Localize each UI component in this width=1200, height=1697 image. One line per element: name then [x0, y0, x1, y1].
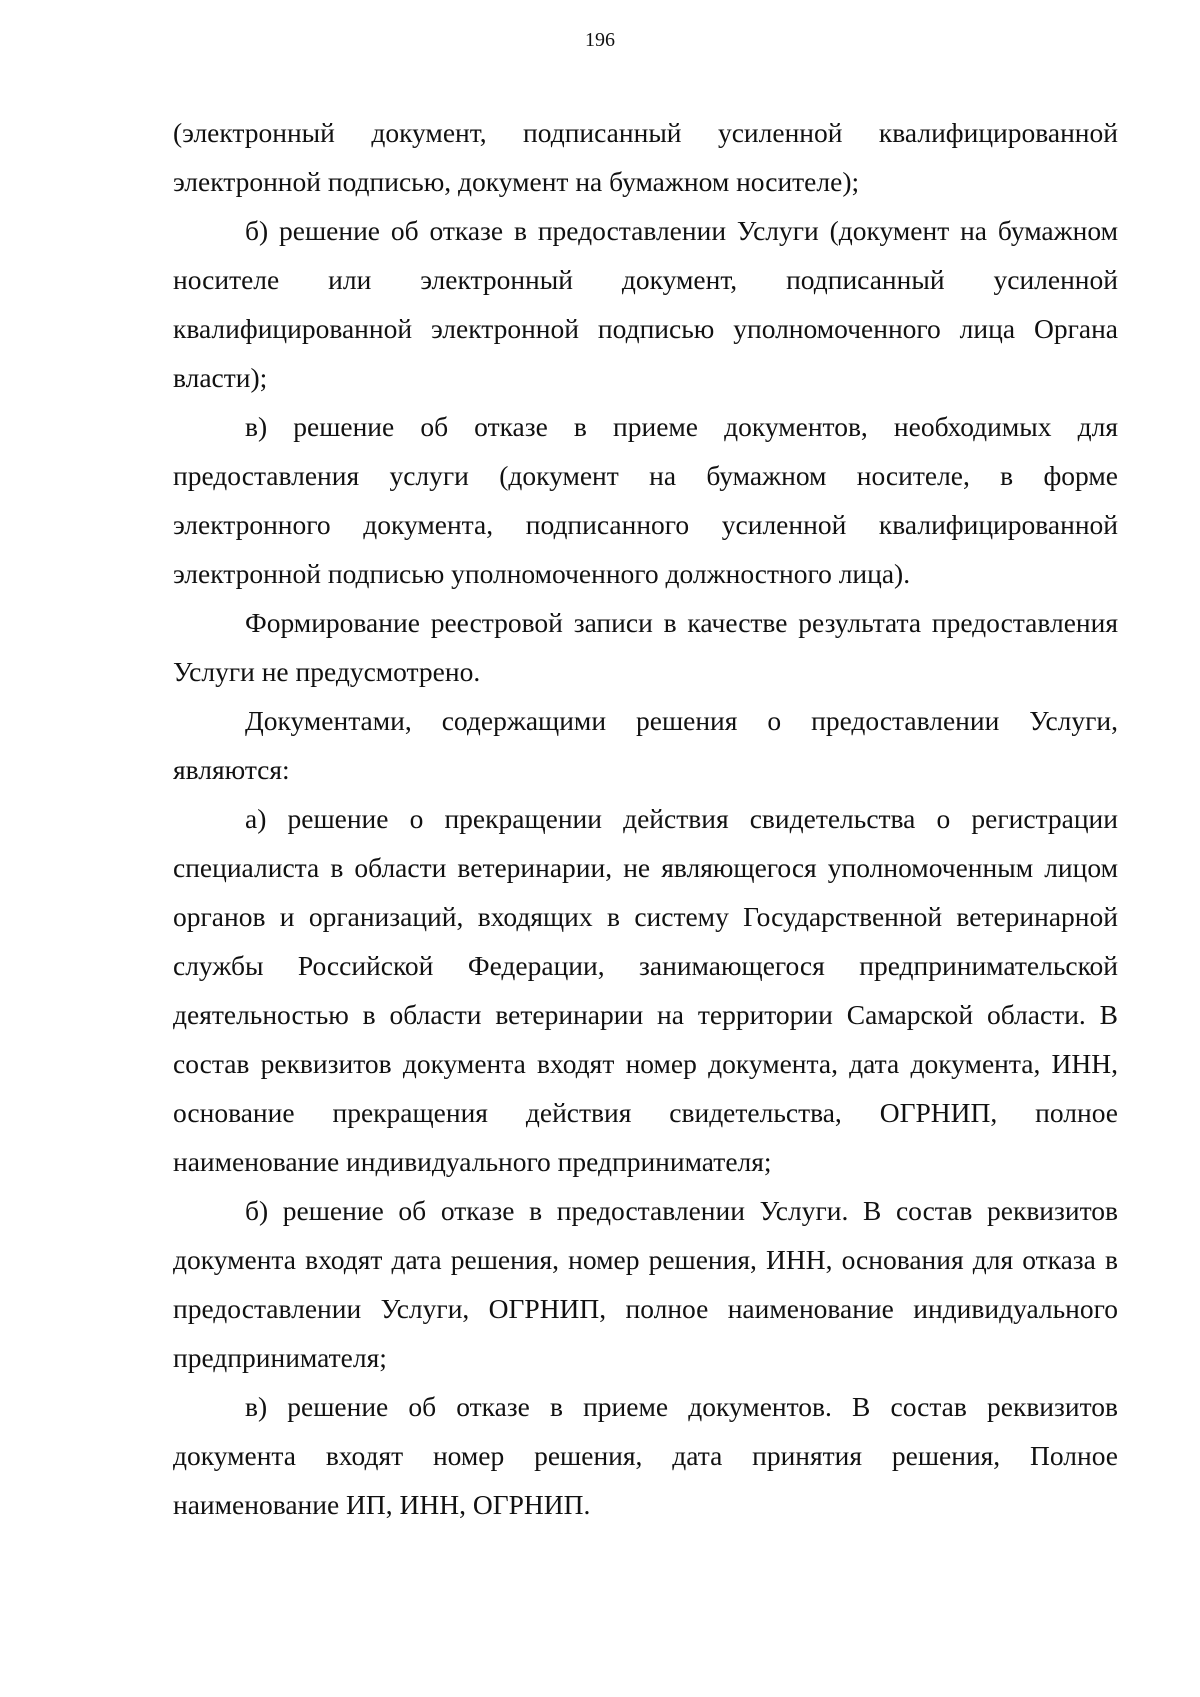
paragraph-item-b-decision: б) решение об отказе в предоставлении Услуги. В состав реквизитов документа входят дата решения, номер решения, ИНН, основания для отказа в предоставлении Услуги, ОГРНИП, полное наименование индивидуального предпринимателя; — [173, 1195, 1118, 1373]
paragraph-item-v-decision: в) решение об отказе в приеме документов. В состав реквизитов документа входят номер решения, дата принятия решения, Полное наименование ИП, ИНН, ОГРНИП. — [173, 1391, 1118, 1520]
paragraph-decision-documents: Документами, содержащими решения о предоставлении Услуги, являются: — [173, 705, 1118, 785]
paragraph-continuation: (электронный документ, подписанный усиленной квалифицированной электронной подписью, документ на бумажном носителе); — [173, 117, 1118, 197]
paragraph-item-b-result: б) решение об отказе в предоставлении Услуги (документ на бумажном носителе или электронный документ, подписанный усиленной квалифицированной электронной подписью уполномоченного лица Органа власти); — [173, 215, 1118, 393]
document-body — [173, 108, 1118, 1529]
paragraph-registry-record: Формирование реестровой записи в качестве результата предоставления Услуги не предусмотрено. — [173, 607, 1118, 687]
paragraph-item-a-decision: а) решение о прекращении действия свидетельства о регистрации специалиста в области ветеринарии, не являющегося уполномоченным лицом органов и организаций, входящих в систему Государственной ветеринарной службы Российской Федерации, занимающегося предпринимательской деятельностью в области ветеринарии на территории Самарской области. В состав реквизитов документа входят номер документа, дата документа, ИНН, основание прекращения действия свидетельства, ОГРНИП, полное наименование индивидуального предпринимателя; — [173, 803, 1118, 1177]
paragraph-item-v-result: в) решение об отказе в приеме документов, необходимых для предоставления услуги (документ на бумажном носителе, в форме электронного документа, подписанного усиленной квалифицированной электронной подписью уполномоченного должностного лица). — [173, 411, 1118, 589]
page-number: 196 — [585, 29, 615, 51]
